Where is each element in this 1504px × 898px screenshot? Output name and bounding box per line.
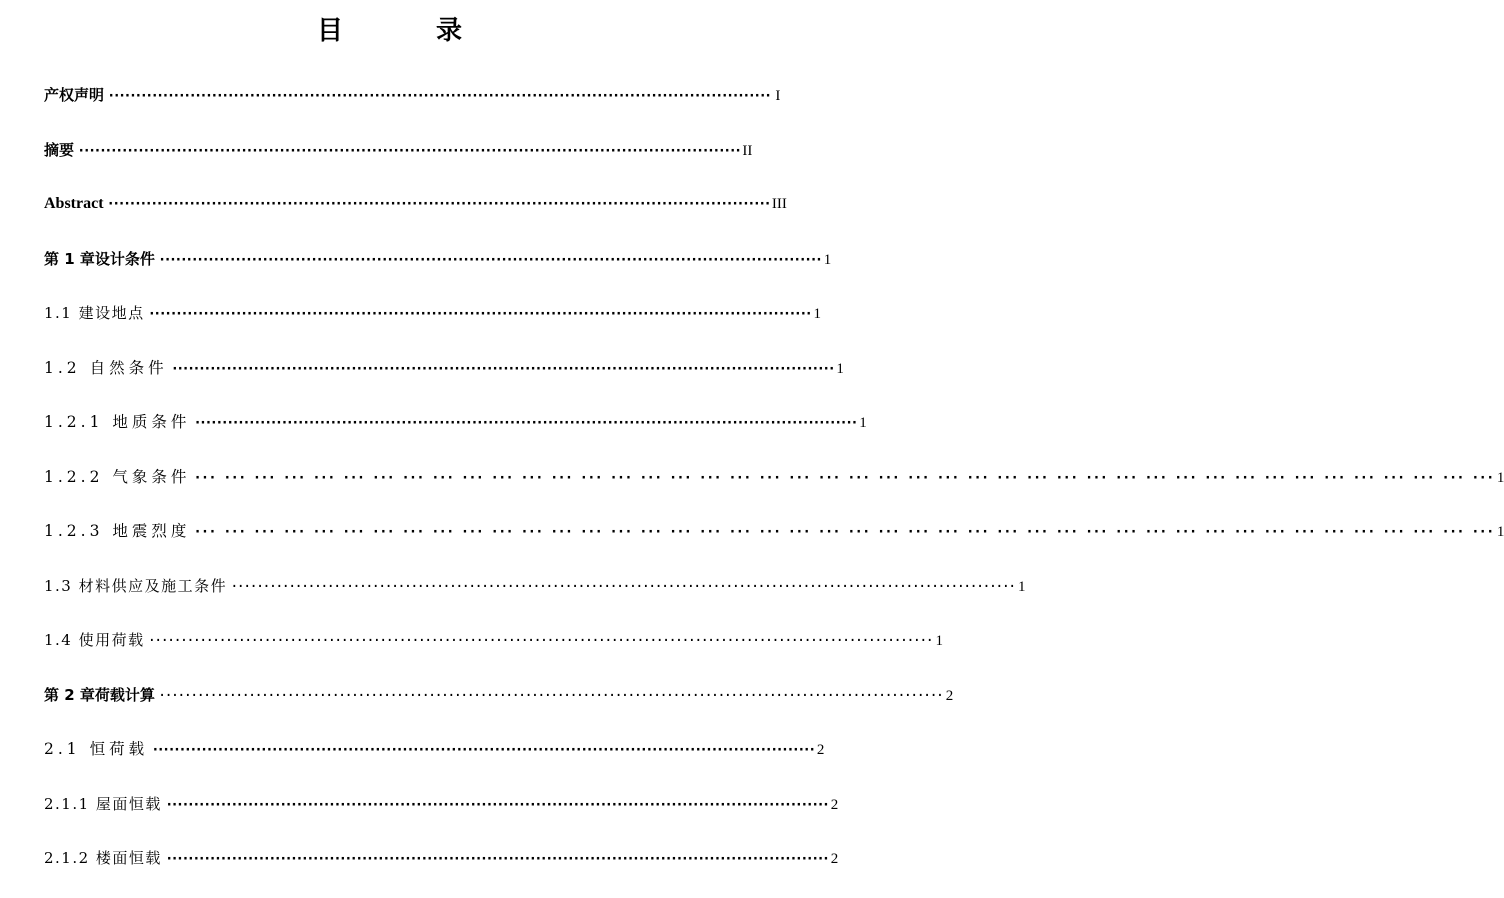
toc-entry-1-2-2[interactable] — [44, 462, 1504, 517]
toc-page-number: 1 — [1496, 524, 1504, 540]
toc-entry-label: 1.2.2 气象条件 — [44, 467, 191, 486]
toc-entry-1-4[interactable] — [44, 625, 943, 680]
toc-entry-1-2-3[interactable] — [44, 516, 1504, 571]
toc-dot-leader: ·························································································································· — [164, 796, 828, 813]
toc-entry-1-1[interactable] — [44, 298, 821, 353]
toc-entry-label: 1.2 自然条件 — [44, 358, 168, 377]
toc-page-number: 1 — [1496, 469, 1504, 486]
toc-page-number: 1 — [935, 633, 943, 649]
toc-entry-label: Abstract — [44, 195, 104, 212]
page-title: 目 录 — [316, 16, 505, 46]
toc-page-number: 1 — [1017, 578, 1026, 595]
toc-page-number: II — [742, 142, 753, 159]
toc-dot-leader: ·························································································································· — [151, 742, 814, 758]
toc-entry-chapter-1[interactable] — [44, 244, 832, 299]
toc-entry-label: 1.1 建设地点 — [44, 304, 145, 322]
toc-dot-leader: ·························································································································· — [193, 415, 856, 431]
toc-entry-copyright[interactable] — [44, 80, 781, 135]
toc-page-number: I — [775, 88, 781, 104]
toc-entry-2-1-2[interactable] — [44, 843, 839, 898]
toc-dot-leader: ·························································································································· — [107, 88, 770, 104]
toc-dot-leader: ·························································································································· — [164, 851, 828, 867]
toc-entry-abstract-cn[interactable] — [44, 135, 753, 190]
toc-entry-label: 第 1 章设计条件 — [44, 249, 155, 268]
toc-entry-1-2-1[interactable] — [44, 407, 867, 462]
toc-dot-leader: ·························································································································· — [157, 687, 943, 704]
toc-entry-label: 2.1.2 楼面恒载 — [44, 849, 162, 867]
toc-dot-leader: ·························································································································· — [147, 633, 932, 649]
toc-page-number: 1 — [823, 251, 832, 268]
toc-entry-label: 1.2.1 地质条件 — [44, 413, 191, 431]
toc-page-number: 1 — [813, 306, 821, 322]
toc-page-number: 2 — [830, 796, 839, 813]
toc-entry-label: 1.3 材料供应及施工条件 — [44, 576, 228, 595]
toc-entry-label: 第 2 章荷载计算 — [44, 685, 155, 704]
toc-entry-label: 1.2.3 地震烈度 — [44, 522, 191, 540]
toc-entry-2-1-1[interactable] — [44, 789, 839, 844]
toc-entry-label: 2.1 恒荷载 — [44, 740, 149, 758]
toc-page-number: 1 — [859, 415, 867, 431]
toc-dot-leader: ·························································································································· — [106, 196, 769, 212]
toc-entry-abstract-en[interactable] — [44, 189, 787, 244]
toc-entry-label: 摘要 — [44, 140, 75, 159]
toc-entry-chapter-2[interactable] — [44, 680, 954, 735]
toc-dot-leader: ·························································································································· — [77, 142, 740, 159]
toc-dot-leader: ·························································································································· — [170, 360, 833, 377]
toc-dot-leader: ·························································································································· — [147, 306, 810, 322]
toc-dot-leader: ··· ··· ··· ··· ··· ··· ··· ··· ··· ··· ··· ··· ··· ··· ··· ··· ··· ··· ··· ··· ··· ··· ··· ··· ··· ··· ··· ··· ··· ··· ··· ··· ··· ··· ··· ··· ··· ··· ··· ··· ··· ··· ··· ··· — [193, 524, 1494, 540]
toc-entry-label: 2.1.1 屋面恒载 — [44, 794, 162, 813]
toc-page-number: 2 — [945, 687, 954, 704]
toc-entry-label: 产权声明 — [44, 86, 105, 104]
toc-dot-leader: ··· ··· ··· ··· ··· ··· ··· ··· ··· ··· ··· ··· ··· ··· ··· ··· ··· ··· ··· ··· ··· ··· ··· ··· ··· ··· ··· ··· ··· ··· ··· ··· ··· ··· ··· ··· ··· ··· ··· ··· ··· ··· ··· ··· — [193, 469, 1494, 486]
toc-page-number: III — [771, 196, 787, 212]
toc-entry-label: 1.4 使用荷载 — [44, 631, 145, 649]
toc-dot-leader: ·························································································································· — [230, 578, 1015, 595]
toc-page-number: 2 — [830, 851, 839, 867]
toc-entry-2-1[interactable] — [44, 734, 825, 789]
toc-entry-1-3[interactable] — [44, 571, 1026, 626]
toc-entry-1-2[interactable] — [44, 353, 844, 408]
toc-page-number: 2 — [816, 742, 825, 758]
toc-dot-leader: ·························································································································· — [157, 251, 821, 268]
toc-page-number: 1 — [836, 360, 844, 377]
table-of-contents — [44, 80, 1504, 898]
